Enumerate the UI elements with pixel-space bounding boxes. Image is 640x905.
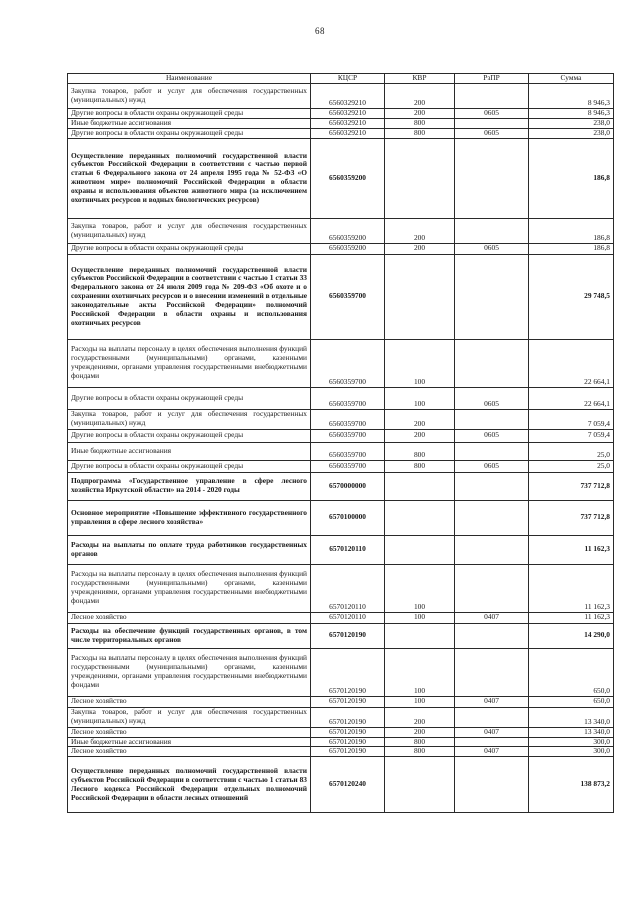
cell-kcsr: 6560359700 xyxy=(311,254,385,339)
cell-kvr: 100 xyxy=(385,564,455,612)
table-body xyxy=(68,84,614,813)
cell-sum: 29 748,5 xyxy=(529,254,614,339)
cell-name: Другие вопросы в области охраны окружающей среды xyxy=(68,128,311,138)
cell-name: Иные бюджетные ассигнования xyxy=(68,442,311,460)
cell-rzpr xyxy=(455,737,529,747)
table-row xyxy=(68,442,614,460)
header-sum: Сумма xyxy=(529,74,614,84)
cell-sum: 186,8 xyxy=(529,138,614,218)
cell-name: Закупка товаров, работ и услуг для обеспечения государственных (муниципальных) нужд xyxy=(68,409,311,429)
cell-kcsr: 6560359700 xyxy=(311,460,385,472)
cell-name: Другие вопросы в области охраны окружающей среды xyxy=(68,460,311,472)
cell-sum: 650,0 xyxy=(529,696,614,707)
cell-kcsr: 6570120240 xyxy=(311,757,385,813)
cell-kvr xyxy=(385,535,455,564)
table-row xyxy=(68,696,614,707)
cell-sum: 25,0 xyxy=(529,442,614,460)
cell-kvr: 200 xyxy=(385,109,455,119)
cell-kvr: 800 xyxy=(385,118,455,128)
cell-kcsr: 6560329210 xyxy=(311,118,385,128)
cell-kvr xyxy=(385,757,455,813)
cell-name: Другие вопросы в области охраны окружающей среды xyxy=(68,387,311,409)
cell-name: Другие вопросы в области охраны окружающей среды xyxy=(68,109,311,119)
cell-rzpr xyxy=(455,564,529,612)
table-row xyxy=(68,535,614,564)
cell-rzpr xyxy=(455,218,529,243)
cell-kcsr: 6570120190 xyxy=(311,696,385,707)
cell-sum: 650,0 xyxy=(529,648,614,696)
table-row xyxy=(68,109,614,119)
budget-table xyxy=(67,73,614,813)
cell-rzpr: 0407 xyxy=(455,747,529,757)
table-row xyxy=(68,757,614,813)
cell-kcsr: 6560329210 xyxy=(311,109,385,119)
cell-sum: 8 946,3 xyxy=(529,84,614,109)
header-kvr: КВР xyxy=(385,74,455,84)
cell-kvr: 200 xyxy=(385,84,455,109)
cell-rzpr xyxy=(455,84,529,109)
cell-sum: 22 664,1 xyxy=(529,387,614,409)
cell-kvr: 100 xyxy=(385,696,455,707)
cell-kvr: 200 xyxy=(385,707,455,727)
table-row xyxy=(68,118,614,128)
cell-sum: 238,0 xyxy=(529,118,614,128)
cell-rzpr: 0605 xyxy=(455,243,529,254)
cell-sum: 13 340,0 xyxy=(529,727,614,737)
cell-kcsr: 6560359700 xyxy=(311,442,385,460)
cell-sum: 8 946,3 xyxy=(529,109,614,119)
cell-kcsr: 6570120110 xyxy=(311,612,385,623)
cell-sum: 186,8 xyxy=(529,218,614,243)
cell-sum: 25,0 xyxy=(529,460,614,472)
cell-rzpr xyxy=(455,472,529,500)
cell-sum: 11 162,3 xyxy=(529,612,614,623)
cell-rzpr xyxy=(455,442,529,460)
table-row xyxy=(68,737,614,747)
cell-rzpr xyxy=(455,707,529,727)
table-row xyxy=(68,84,614,109)
table-row xyxy=(68,218,614,243)
cell-sum: 7 059,4 xyxy=(529,409,614,429)
header-rzpr: РзПР xyxy=(455,74,529,84)
cell-name: Лесное хозяйство xyxy=(68,747,311,757)
table-row xyxy=(68,747,614,757)
cell-kvr xyxy=(385,500,455,535)
cell-kcsr: 6570100000 xyxy=(311,500,385,535)
header-name: Наименование xyxy=(68,74,311,84)
table-row xyxy=(68,409,614,429)
cell-rzpr xyxy=(455,409,529,429)
cell-kcsr: 6570120190 xyxy=(311,623,385,648)
cell-kvr: 100 xyxy=(385,387,455,409)
cell-kvr xyxy=(385,138,455,218)
table-row xyxy=(68,564,614,612)
cell-kcsr: 6570120190 xyxy=(311,727,385,737)
cell-rzpr: 0605 xyxy=(455,429,529,442)
cell-kvr: 800 xyxy=(385,460,455,472)
cell-name: Лесное хозяйство xyxy=(68,727,311,737)
cell-sum: 737 712,8 xyxy=(529,500,614,535)
cell-rzpr: 0407 xyxy=(455,612,529,623)
cell-name: Расходы на обеспечение функций государственных органов, в том числе территориальных органов xyxy=(68,623,311,648)
cell-name: Другие вопросы в области охраны окружающей среды xyxy=(68,243,311,254)
cell-kcsr: 6560359200 xyxy=(311,218,385,243)
cell-name: Расходы на выплаты персоналу в целях обеспечения выполнения функций государственными (муниципальными) органами, казенными учреждениями, органами управления государственными внебюджетными фондами xyxy=(68,564,311,612)
table-row xyxy=(68,460,614,472)
table-row xyxy=(68,138,614,218)
cell-kvr: 200 xyxy=(385,429,455,442)
cell-name: Осуществление переданных полномочий государственной власти субъектов Российской Федерации в соответствии с частью 1 статьи 33 Федерального закона от 24 июля 2009 года № 209-ФЗ «Об охоте и о сохранении охотничьих ресурсов и о внесении изменений в отдельные законодательные акты Российской Федерации» полномочий Российской Федерации в области охраны и использования охотничьих ресурсов xyxy=(68,254,311,339)
cell-name: Закупка товаров, работ и услуг для обеспечения государственных (муниципальных) нужд xyxy=(68,218,311,243)
cell-kcsr: 6570120190 xyxy=(311,707,385,727)
table-row xyxy=(68,472,614,500)
cell-kvr xyxy=(385,623,455,648)
cell-kcsr: 6560359200 xyxy=(311,243,385,254)
cell-kcsr: 6560359700 xyxy=(311,429,385,442)
cell-name: Подпрограмма «Государственное управление в сфере лесного хозяйства Иркутской области» на 2014 - 2020 годы xyxy=(68,472,311,500)
table-row xyxy=(68,387,614,409)
cell-sum: 238,0 xyxy=(529,128,614,138)
table-row xyxy=(68,339,614,387)
cell-kcsr: 6570120110 xyxy=(311,535,385,564)
cell-rzpr: 0605 xyxy=(455,387,529,409)
cell-kcsr: 6560359700 xyxy=(311,387,385,409)
cell-sum: 737 712,8 xyxy=(529,472,614,500)
cell-rzpr xyxy=(455,339,529,387)
cell-kvr: 200 xyxy=(385,409,455,429)
table-row xyxy=(68,243,614,254)
table-row xyxy=(68,128,614,138)
cell-sum: 300,0 xyxy=(529,737,614,747)
table-row xyxy=(68,254,614,339)
cell-sum: 186,8 xyxy=(529,243,614,254)
cell-sum: 14 290,0 xyxy=(529,623,614,648)
cell-name: Основное мероприятие «Повышение эффективного государственного управления в сфере лесного хозяйства» xyxy=(68,500,311,535)
cell-kvr: 200 xyxy=(385,243,455,254)
cell-kvr: 100 xyxy=(385,612,455,623)
cell-name: Закупка товаров, работ и услуг для обеспечения государственных (муниципальных) нужд xyxy=(68,84,311,109)
cell-kvr: 800 xyxy=(385,747,455,757)
cell-rzpr xyxy=(455,500,529,535)
cell-name: Закупка товаров, работ и услуг для обеспечения государственных (муниципальных) нужд xyxy=(68,707,311,727)
cell-name: Расходы на выплаты персоналу в целях обеспечения выполнения функций государственными (муниципальными) органами, казенными учреждениями, органами управления государственными внебюджетными фондами xyxy=(68,339,311,387)
cell-kcsr: 6560359700 xyxy=(311,409,385,429)
cell-rzpr: 0407 xyxy=(455,727,529,737)
table-row xyxy=(68,648,614,696)
cell-sum: 7 059,4 xyxy=(529,429,614,442)
cell-sum: 22 664,1 xyxy=(529,339,614,387)
cell-rzpr xyxy=(455,648,529,696)
cell-kvr: 200 xyxy=(385,727,455,737)
cell-kcsr: 6560329210 xyxy=(311,128,385,138)
cell-kcsr: 6570120190 xyxy=(311,648,385,696)
cell-sum: 11 162,3 xyxy=(529,535,614,564)
cell-sum: 13 340,0 xyxy=(529,707,614,727)
cell-kcsr: 6560359700 xyxy=(311,339,385,387)
table-row xyxy=(68,707,614,727)
cell-kvr: 800 xyxy=(385,737,455,747)
cell-kvr: 100 xyxy=(385,648,455,696)
cell-rzpr xyxy=(455,623,529,648)
cell-rzpr: 0605 xyxy=(455,109,529,119)
cell-sum: 300,0 xyxy=(529,747,614,757)
cell-kcsr: 6570120190 xyxy=(311,737,385,747)
page-number: 68 xyxy=(315,26,325,36)
cell-kcsr: 6560359200 xyxy=(311,138,385,218)
cell-kvr: 800 xyxy=(385,442,455,460)
table-row xyxy=(68,727,614,737)
cell-kcsr: 6560329210 xyxy=(311,84,385,109)
cell-name: Другие вопросы в области охраны окружающей среды xyxy=(68,429,311,442)
cell-name: Иные бюджетные ассигнования xyxy=(68,737,311,747)
cell-rzpr: 0407 xyxy=(455,696,529,707)
table-row xyxy=(68,429,614,442)
cell-name: Лесное хозяйство xyxy=(68,696,311,707)
cell-name: Расходы на выплаты по оплате труда работников государственных органов xyxy=(68,535,311,564)
cell-rzpr: 0605 xyxy=(455,460,529,472)
cell-kvr: 200 xyxy=(385,218,455,243)
table-row xyxy=(68,500,614,535)
cell-rzpr: 0605 xyxy=(455,128,529,138)
cell-kcsr: 6570000000 xyxy=(311,472,385,500)
cell-name: Иные бюджетные ассигнования xyxy=(68,118,311,128)
cell-kcsr: 6570120190 xyxy=(311,747,385,757)
cell-rzpr xyxy=(455,118,529,128)
cell-kvr: 100 xyxy=(385,339,455,387)
cell-kvr xyxy=(385,254,455,339)
table-row xyxy=(68,612,614,623)
cell-name: Осуществление переданных полномочий государственной власти субъектов Российской Федерации в соответствии с частью 1 статьи 83 Лесного кодекса Российской Федерации отдельных полномочий Российской Федерации в области лесных отношений xyxy=(68,757,311,813)
cell-kcsr: 6570120110 xyxy=(311,564,385,612)
cell-name: Расходы на выплаты персоналу в целях обеспечения выполнения функций государственными (муниципальными) органами, казенными учреждениями, органами управления государственными внебюджетными фондами xyxy=(68,648,311,696)
cell-sum: 11 162,3 xyxy=(529,564,614,612)
cell-sum: 138 873,2 xyxy=(529,757,614,813)
cell-rzpr xyxy=(455,254,529,339)
cell-name: Осуществление переданных полномочий государственной власти субъектов Российской Федерации в соответствии с частью первой статьи 6 Федерального закона от 24 апреля 1995 года № 52-ФЗ «О животном мире» полномочий Российской Федерации в области охраны и использования объектов животного мира (за исключением охотничьих ресурсов и водных биологических ресурсов) xyxy=(68,138,311,218)
header-kcsr: КЦСР xyxy=(311,74,385,84)
table-header-row xyxy=(68,74,614,84)
cell-name: Лесное хозяйство xyxy=(68,612,311,623)
cell-kvr xyxy=(385,472,455,500)
cell-rzpr xyxy=(455,138,529,218)
cell-kvr: 800 xyxy=(385,128,455,138)
table-row xyxy=(68,623,614,648)
cell-rzpr xyxy=(455,757,529,813)
cell-rzpr xyxy=(455,535,529,564)
